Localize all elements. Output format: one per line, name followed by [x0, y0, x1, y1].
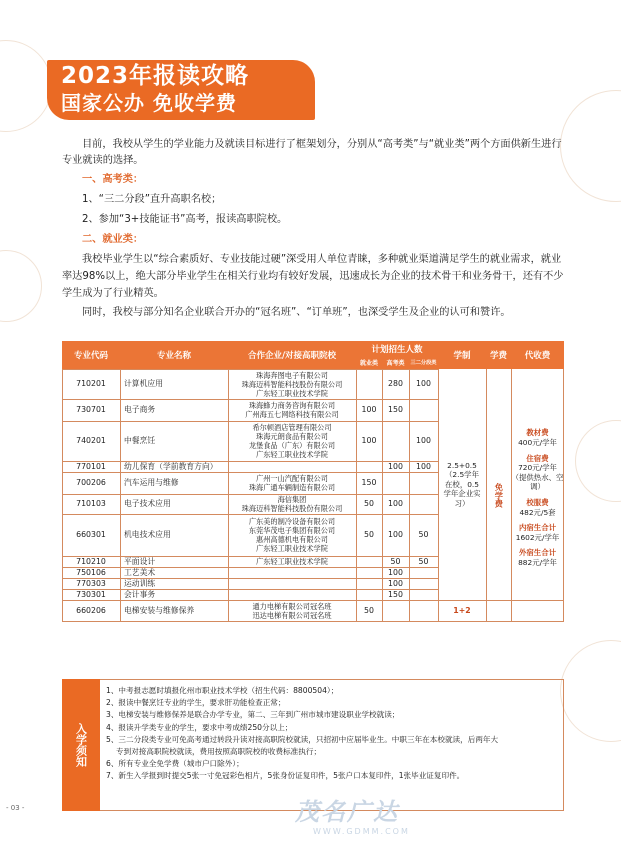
fee-label: 住宿费 — [526, 453, 549, 463]
cell-s32 — [409, 472, 438, 494]
section-gaokao-heading: 一、高考类： — [82, 174, 144, 185]
background-decoration — [0, 40, 52, 132]
cell-gaokao: 150 — [388, 589, 403, 599]
table-line — [120, 369, 121, 621]
notes-label: 入学须知 — [62, 679, 100, 811]
cell-partner: 广州一山汽配有限公司 珠海广通车辆制造有限公司 — [248, 474, 336, 492]
background-decoration — [560, 90, 621, 202]
cell-tuition: 免学费 — [494, 482, 505, 508]
header-sub-32: 三二分段类 — [410, 360, 437, 366]
fee-label: 校服费 — [526, 498, 549, 507]
cell-gaokao: 100 — [388, 530, 403, 540]
cell-employ — [356, 369, 382, 399]
intro-paragraph: 目前，我校从学生的学业能力及就读目标进行了框架划分，分别从“高考类”与“就业类”两个方面供新生进行专业就读的选择。 — [62, 139, 562, 166]
cell-gaokao: 280 — [388, 379, 403, 389]
cell-employ: 100 — [361, 436, 377, 446]
header-code: 专业代码 — [73, 351, 108, 361]
cell-s32 — [409, 494, 438, 514]
cell-partner: 希尔顿酒店管理有限公司 珠海元朗食品有限公司 龙堡食品（广东）有限公司 广东轻工职业技术学院 — [248, 423, 336, 459]
note-item: 5、三二分段类专业可免高考通过转段升读对接高职院校就读，只招初中应届毕业生。中职三年在本校就读，后两年大 — [106, 734, 499, 744]
cell-partner: 通力电梯有限公司冠名班 迅达电梯有限公司冠名班 — [252, 601, 332, 620]
cell-s32 — [409, 589, 438, 600]
fee-value: 482元/5套 — [519, 507, 556, 517]
table-line — [228, 369, 229, 621]
cell-fees — [511, 369, 564, 621]
cell-code: 770101 — [76, 461, 106, 471]
section-employment — [62, 232, 564, 321]
table-line — [62, 621, 564, 622]
cell-partner — [228, 589, 356, 600]
cell-name: 计算机应用 — [124, 379, 163, 389]
cell-employ: 50 — [364, 499, 374, 509]
note-item: 2、报读中餐烹饪专业的学生，要求肝功能检查正常； — [106, 698, 286, 708]
cell-name: 平面设计 — [124, 556, 156, 566]
header-plan: 计划招生人数 — [371, 344, 423, 355]
watermark-url: WWW.GDMM.COM — [313, 827, 410, 836]
cell-employ: 150 — [361, 478, 377, 488]
note-item: 6、所有专业全免学费（城市户口除外）； — [106, 759, 244, 769]
cell-code: 750106 — [76, 567, 106, 577]
header-sub-gaokao: 高考类 — [386, 360, 405, 367]
section-employment-heading: 二、就业类： — [82, 234, 144, 245]
cell-name: 电子技术应用 — [124, 499, 171, 509]
header-partner: 合作企业/对接高职院校 — [247, 351, 337, 361]
cell-employ: 50 — [364, 605, 374, 615]
cell-s32 — [409, 567, 438, 578]
title-banner — [47, 60, 315, 120]
cell-s32: 100 — [416, 379, 431, 389]
section-employment-para: 我校毕业学生以“综合素质好、专业技能过硬”深受用人单位青睐，多种就业渠道满足学生的就业需求，就业率达98%以上，绝大部分毕业学生在相关行业均有较好发展，迅速成长为企业的技术骨干和业务骨干，还有不少学生成为了行业精英。 — [62, 254, 564, 299]
header-tuition: 学费 — [489, 351, 507, 361]
cell-gaokao — [382, 472, 409, 494]
cell-name: 电子商务 — [124, 405, 156, 415]
cell-employ — [356, 589, 382, 600]
fee-value: 1602元/学年 — [515, 532, 560, 542]
cell-name: 机电技术应用 — [124, 530, 171, 540]
fee-value: 882元/学年 — [518, 557, 557, 567]
header-name: 专业名称 — [156, 351, 191, 361]
cell-gaokao: 100 — [388, 567, 403, 577]
cell-partner — [228, 461, 356, 472]
cell-employ — [356, 567, 382, 578]
cell-s32: 100 — [416, 436, 431, 446]
cell-code: 730301 — [76, 589, 106, 599]
cell-employ — [356, 461, 382, 472]
table-line — [382, 369, 383, 621]
cell-s32 — [409, 600, 438, 621]
cell-code: 660301 — [76, 530, 106, 540]
cell-partner — [228, 578, 356, 589]
cell-name: 中餐烹饪 — [124, 436, 156, 446]
cell-gaokao: 100 — [388, 578, 403, 588]
page-title: 2023年报读攻略 — [61, 63, 250, 89]
enrollment-table — [62, 341, 564, 679]
cell-gaokao: 100 — [388, 461, 403, 471]
cell-s32: 50 — [418, 530, 429, 540]
cell-gaokao: 100 — [388, 499, 403, 509]
header-fees: 代收费 — [524, 351, 551, 361]
cell-name: 工艺美术 — [124, 567, 156, 577]
cell-partner: 海信集团 珠海迈科智能科技股份有限公司 — [241, 495, 343, 513]
cell-duration: 2.5+0.5 （2.5学年在校，0.5学年企业实习） — [443, 460, 481, 508]
section-gaokao-item: 2、参加“3+技能证书”高考，报读高职院校。 — [82, 214, 288, 225]
cell-gaokao: 150 — [388, 405, 403, 415]
cell-partner — [228, 567, 356, 578]
cell-s32: 100 — [416, 461, 431, 471]
cell-duration-last: 1+2 — [453, 605, 471, 615]
cell-name: 汽车运用与维修 — [124, 478, 179, 488]
cell-employ: 50 — [364, 530, 374, 540]
cell-partner: 广东轻工职业技术学院 — [256, 557, 328, 566]
cell-name: 会计事务 — [124, 589, 156, 599]
section-gaokao — [62, 172, 564, 228]
cell-s32 — [409, 578, 438, 589]
table-line — [409, 369, 410, 621]
cell-name: 幼儿保育（学前教育方向） — [124, 461, 218, 471]
cell-name: 电梯安装与维修保养 — [124, 605, 195, 615]
table-line — [356, 369, 357, 621]
cell-employ: 100 — [361, 405, 377, 415]
cell-gaokao — [382, 600, 409, 621]
fee-value: 400元/学年 — [518, 438, 557, 448]
fee-label: 外宿生合计 — [519, 548, 556, 558]
cell-employ — [356, 556, 382, 567]
background-decoration — [575, 420, 621, 502]
section-gaokao-item: 1、“三二分段”直升高职名校； — [82, 194, 222, 205]
header-sub-employ: 就业类 — [359, 360, 378, 367]
section-employment-para: 同时，我校与部分知名企业联合开办的“冠名班”、“订单班”，也深受学生及企业的认可和赞许。 — [82, 307, 511, 318]
note-item: 4、报读升学类专业的学生，要求中考成绩250分以上； — [106, 722, 293, 732]
cell-code: 710201 — [76, 379, 106, 389]
cell-code: 660206 — [76, 605, 106, 615]
cell-partner: 广东美的制冷设备有限公司 东莞华茂电子集团有限公司 惠州高德机电有限公司 广东轻工职业技术学院 — [248, 517, 336, 553]
note-item: 3、电梯安装与维修保养是联合办学专业，第二、三年到广州市城市建设职业学校就读； — [106, 710, 400, 720]
fee-value: 720元/学年 （提供热水、空调） — [511, 463, 564, 492]
header-duration: 学制 — [453, 351, 471, 361]
cell-gaokao: 50 — [390, 556, 401, 566]
cell-name: 运动训练 — [124, 578, 156, 588]
cell-code: 700206 — [76, 478, 106, 488]
cell-code: 770303 — [76, 578, 106, 588]
cell-employ — [356, 578, 382, 589]
note-item: 7、新生入学报到时提交5张一寸免冠彩色相片，5张身份证复印件，5张户口本复印件，1张毕业证复印件。 — [106, 771, 465, 781]
cell-s32: 50 — [418, 556, 429, 566]
cell-code: 730701 — [76, 405, 106, 415]
cell-partner: 珠海奔图电子有限公司 珠海迈科智能科技股份有限公司 广东轻工职业技术学院 — [241, 370, 343, 398]
page-subtitle: 国家公办 免收学费 — [61, 91, 237, 115]
background-decoration — [560, 640, 621, 742]
fee-label: 教材费 — [526, 428, 549, 438]
cell-partner: 珠海蜂力商务咨询有限公司 广州海五七网络科技有限公司 — [245, 401, 339, 419]
cell-s32 — [409, 399, 438, 421]
background-decoration — [0, 250, 42, 322]
watermark — [295, 792, 410, 836]
fee-label: 内宿生合计 — [519, 523, 556, 533]
cell-code: 710103 — [76, 499, 106, 509]
note-item: 专到对接高职院校就读，费用按照高职院校的收费标准执行； — [106, 747, 322, 757]
cell-code: 710210 — [76, 556, 106, 566]
note-item: 1、中考报志愿时填报化州市职业技术学校（招生代码：8800504）； — [106, 686, 339, 695]
table-line — [62, 369, 63, 621]
page-number: - 03 - — [6, 804, 25, 812]
cell-code: 740201 — [76, 436, 106, 446]
cell-gaokao — [382, 421, 409, 461]
watermark-brand: 茂名广达 — [295, 798, 399, 826]
